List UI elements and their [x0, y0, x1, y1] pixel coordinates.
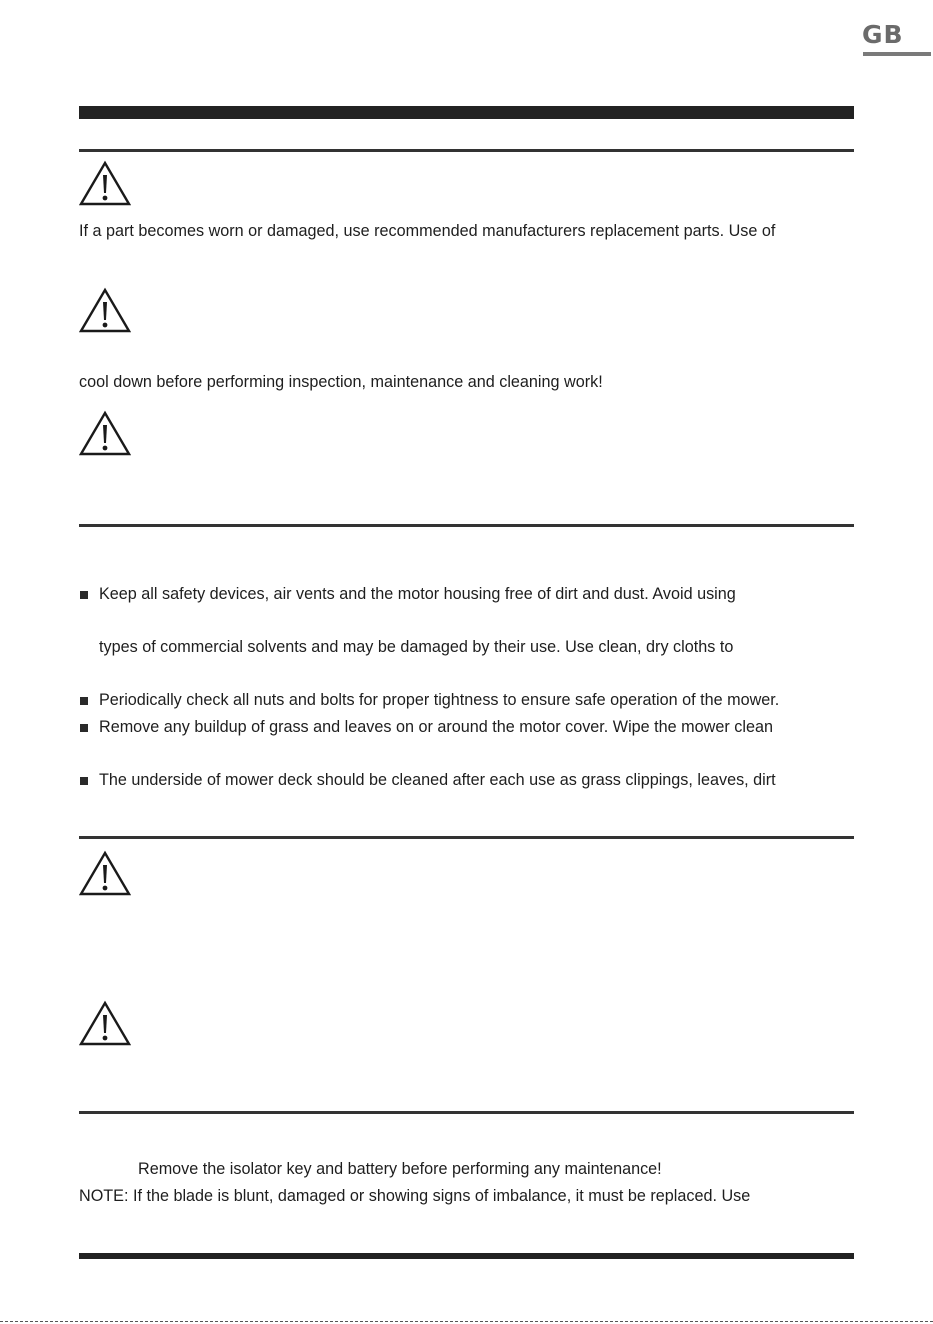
warning-triangle-icon — [79, 410, 131, 456]
cleaning-bullet-2: Periodically check all nuts and bolts for proper tightness to ensure safe operation of the mower. — [99, 691, 780, 709]
warning-text-replacement-parts: If a part becomes worn or damaged, use recommended manufacturers replacement parts. Use of — [79, 222, 776, 240]
cleaning-bullet-1: Keep all safety devices, air vents and the motor housing free of dirt and dust. Avoid using — [99, 585, 736, 603]
section-title-bar — [79, 106, 854, 119]
section-divider-4 — [79, 1111, 854, 1114]
blade-instruction: Remove the isolator key and battery before performing any maintenance! — [138, 1160, 662, 1178]
warning-triangle-icon — [79, 1000, 131, 1046]
section-divider-1 — [79, 149, 854, 152]
language-tag: GB — [862, 20, 904, 49]
square-bullet-icon — [80, 724, 88, 732]
square-bullet-icon — [80, 591, 88, 599]
warning-triangle-icon — [79, 850, 131, 896]
page-edge-line — [0, 1321, 933, 1322]
cleaning-bullet-1-continued: types of commercial solvents and may be damaged by their use. Use clean, dry cloths to — [99, 638, 734, 656]
cleaning-bullet-3: Remove any buildup of grass and leaves on or around the motor cover. Wipe the mower clean — [99, 718, 773, 736]
warning-triangle-icon — [79, 160, 131, 206]
warning-triangle-icon — [79, 287, 131, 333]
square-bullet-icon — [80, 777, 88, 785]
cleaning-bullet-4: The underside of mower deck should be cleaned after each use as grass clippings, leaves, dirt — [99, 771, 776, 789]
page-bottom-bar — [79, 1253, 854, 1259]
warning-text-cool-down: cool down before performing inspection, maintenance and cleaning work! — [79, 373, 603, 391]
blade-note: NOTE: If the blade is blunt, damaged or showing signs of imbalance, it must be replaced. Use — [79, 1187, 751, 1205]
language-tag-underline — [863, 52, 931, 56]
section-divider-3 — [79, 836, 854, 839]
square-bullet-icon — [80, 697, 88, 705]
section-divider-2 — [79, 524, 854, 527]
